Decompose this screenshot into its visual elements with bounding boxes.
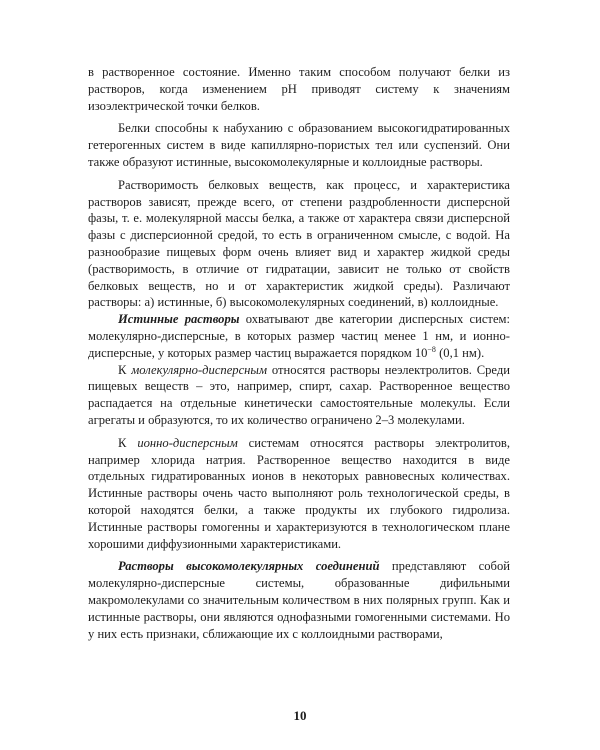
paragraph-7 (88, 558, 510, 642)
paragraph-1: в растворенное состояние. Именно таким способом получают белки из растворов, когда изменением pH приводят систему к значениям изоэлектрической точки белков. (88, 65, 510, 113)
paragraph-5 (88, 362, 510, 429)
paragraph-4-text-a: охватывают две категории дисперсных систем: молекулярно-дисперсные, в которых размер частиц менее 1 нм, и ионно-дисперсные, у которых размер частиц выражается порядком 10 (88, 312, 510, 360)
exponent: −8 (427, 344, 436, 354)
paragraph-3: Растворимость белковых веществ, как процесс, и характеристика растворов зависят, прежде всего, от степени раздробленности дисперсной фазы, т. е. молекулярной массы белка, а также от характера связи дисперсной фазы с дисперсионной средой, то есть в ограниченном смысле, с водой. На разнообразие пищевых форм очень влияет вид и характер жидкой среды (растворимость, в отличие от гидратации, зависит не только от свойств белковых веществ, но и от характеристик жидкой среды). Различают растворы: а) истинные, б) высокомолекулярных соединений, в) коллоидные. (88, 177, 510, 310)
paragraph-4 (88, 311, 510, 361)
paragraph-5-lead: К (118, 362, 132, 377)
paragraph-2: Белки способны к набуханию с образованием высокогидратированных гетерогенных систем в виде капиллярно-пористых тел или суспензий. Они также образуют истинные, высокомолекулярные и коллоидные растворы. (88, 121, 510, 169)
paragraph-6-lead: К (118, 435, 138, 450)
term-molecular-dispersed: молекулярно-дисперсным (131, 362, 268, 377)
paragraph-6-text: системам относятся растворы электролитов, например хлорида натрия. Растворенное вещество находится в виде отдельных гидратированных ионов в некоторых равновесных количествах. Истинные растворы очень часто выполняют роль технологической среды, в которой находятся белки, а также продукты их глубокого гидролиза. Истинные растворы гомогенны и характеризуются в технологическом плане хорошими диффузионными характеристиками. (88, 435, 510, 551)
paragraph-7-text: представляют собой молекулярно-дисперсные системы, образованные дифильными макромолекулами со значительным количеством в них полярных групп. Как и истинные растворы, они являются однофазными гомогенными системами. Но у них есть признаки, сближающие их с коллоидными растворами, (88, 559, 510, 641)
paragraph-5-text: относятся растворы неэлектролитов. Среди пищевых веществ – это, например, спирт, сахар. Растворенное вещество распадается на отдельные кинетически самостоятельные молекулы. Если агрегаты и образуются, то их количество ограничено 2–3 молекулами. (88, 362, 510, 427)
term-true-solutions: Истинные растворы (118, 312, 240, 327)
term-ion-dispersed: ионно-дисперсным (137, 435, 238, 450)
page-number: 10 (293, 708, 307, 723)
paragraph-4-text-b: (0,1 нм). (435, 345, 485, 360)
term-hmw-solutions: Растворы высокомолекулярных соединений (118, 559, 380, 574)
paragraph-6 (88, 435, 510, 553)
page-body (88, 64, 510, 704)
